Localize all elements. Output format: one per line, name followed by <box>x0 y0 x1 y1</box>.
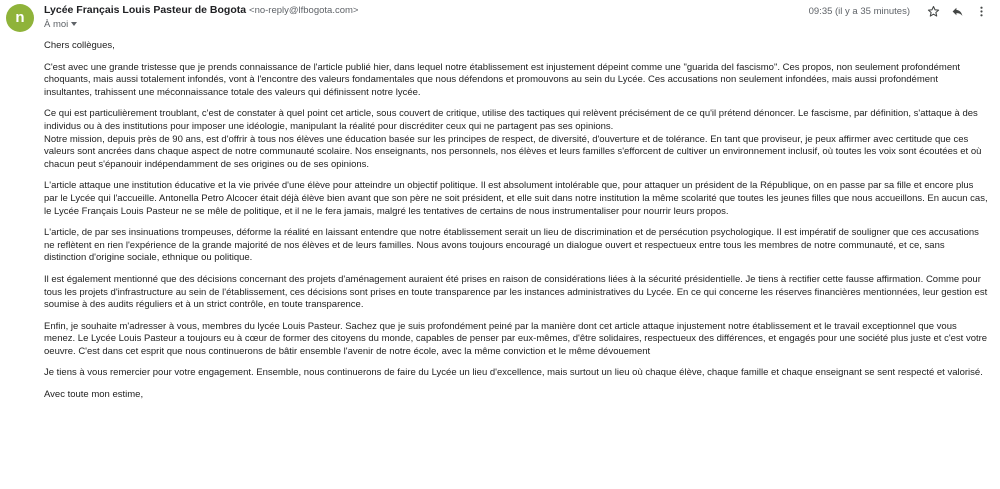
reply-button[interactable] <box>946 3 968 19</box>
greeting: Chers collègues, <box>44 40 115 51</box>
paragraph-line: Enfin, je souhaite m'adresser à vous, membres du lycée Louis Pasteur. Sachez que je suis profondément peiné par la manière dont cet article attaque injustement notre établissement et le travail exceptionnel que vous <box>44 320 957 332</box>
chevron-down-icon[interactable] <box>71 22 77 26</box>
more-vert-icon <box>975 5 988 18</box>
star-button[interactable] <box>922 3 944 19</box>
body-paragraph <box>44 274 994 312</box>
paragraph-line: soumise à des audits réguliers et à un strict contrôle, en toute transparence. <box>44 299 364 311</box>
sender-avatar[interactable]: n <box>6 4 34 32</box>
paragraph-line: le Lycée Français Louis Pasteur ne se mêle de politique, et il ne le fera jamais, malgré les tentatives de certains de nous instrumentaliser pour nourrir leurs propos. <box>44 205 729 217</box>
message-body <box>44 40 994 411</box>
paragraph-line: choquants, mais aussi totalement infondés, vont à l'encontre des valeurs fondamentales que nous défendons et promouvons au sein du Lycée. Ces accusations non seulement infondées, mais aussi profondément <box>44 74 938 86</box>
paragraph-line: C'est avec une grande tristesse que je prends connaissance de l'article publié hier, dans lequel notre établissement est injustement dépeint comme une "guarida del fascismo". Ces propos, non seulement profondément <box>44 61 961 73</box>
paragraph-line: Ce qui est particulièrement troublant, c'est de constater à quel point cet article, sous couvert de critique, utilise des tactiques qui relèvent précisément de ce qu'il prétend dénoncer. Le fascisme, par définition, s'attaque à des <box>44 108 978 120</box>
recipient-toggle[interactable] <box>44 19 77 30</box>
paragraph-line: individus ou à des institutions pour imposer une idéologie, manipulant la réalité pour discréditer ceux qui ne partagent pas ses opinions. <box>44 120 614 132</box>
paragraph-line: tous les projets d'infrastructure au sein de l'établissement, ces décisions sont prises en toute transparence par les instances administratives du Lycée. En ce qui concerne les réserves financières mentionnées, leur gestion est <box>44 286 988 298</box>
message-time: 09:35 (il y a 35 minutes) <box>808 5 910 17</box>
star-icon <box>927 5 940 18</box>
body-paragraph <box>44 108 994 171</box>
body-paragraph <box>44 321 994 359</box>
paragraph-line: ne reflètent en rien l'expérience de la grande majorité de nos élèves et de leurs familles. Nous avons toujours encouragé un dialogue ouvert et respectueux entre tous les membres de notre communauté, et ce, sans <box>44 239 945 251</box>
body-paragraph <box>44 227 994 265</box>
body-paragraph <box>44 180 994 218</box>
paragraph-line: insultantes, trahissent une méconnaissance totale des valeurs qui définissent notre lycée. <box>44 86 421 98</box>
paragraph-line: oeuvre. C'est dans cet esprit que nous continuerons de bâtir ensemble l'avenir de notre école, avec la même conviction et le même dévouement <box>44 345 651 357</box>
message-meta <box>809 3 992 19</box>
body-paragraph <box>44 367 994 380</box>
message-header <box>0 0 1000 36</box>
paragraph-line: valeurs sont ancrées dans chaque aspect de notre communauté scolaire. Nos enseignants, nos personnels, nos élèves et leurs familles s'efforcent de cultiver un environnement inclusif, où toutes les voix sont écoutées et où <box>44 146 982 158</box>
paragraph-line: menez. Le Lycée Louis Pasteur a toujours eu à cœur de former des citoyens du monde, capables de penser par eux-mêmes, d'être solidaires, respectueux des différences, et engagés pour une société plus juste et c'est votre <box>44 333 988 345</box>
reply-icon <box>951 5 964 18</box>
sender-name[interactable]: Lycée Français Louis Pasteur de Bogota <box>44 4 247 16</box>
sender-email: <no-reply@lfbogota.com> <box>249 5 359 16</box>
paragraph-line: L'article, de par ses insinuations trompeuses, déforme la réalité en laissant entendre que notre établissement serait un lieu de discrimination et de persécution psychologique. Il est impératif de souligner que ces accusations <box>44 227 979 239</box>
paragraph-line: Notre mission, depuis près de 90 ans, est d'offrir à tous nos élèves une éducation basée sur les principes de respect, de diversité, d'ouverture et de tolérance. En tant que proviseur, je peux affirmer avec certitude que ces <box>44 133 969 145</box>
paragraph-line: par le Lycée qui l'accueille. Antonella Petro Alcocer était déjà élève bien avant que son père ne soit président, et elle suit dans notre institution la même scolarité que toutes les jeunes filles que nous accueillons. En aucun cas, <box>44 192 988 204</box>
recipient-label: À moi <box>44 19 69 30</box>
paragraph-line: Il est également mentionné que des décisions concernant des projets d'aménagement auraient été prises en raison de considérations liées à la sécurité présidentielle. Je tiens à rectifier cette fausse affirmation. Comme pour <box>44 273 981 285</box>
body-paragraph <box>44 62 994 100</box>
more-options-button[interactable] <box>970 3 992 19</box>
paragraph-line: distinction d'origine sociale, ethnique ou politique. <box>44 252 253 264</box>
closing: Avec toute mon estime, <box>44 389 144 401</box>
paragraph-line: L'article attaque une institution éducative et la vie privée d'une élève pour atteindre un objectif politique. Il est absolument intolérable que, pour attaquer un président de la République, on en passe par sa fille et encore plus <box>44 180 974 192</box>
paragraph-line: Je tiens à vous remercier pour votre engagement. Ensemble, nous continuerons de faire du Lycée un lieu d'excellence, mais surtout un lieu où chaque élève, chaque famille et chaque enseignant se sent respecté et valorisé. <box>44 367 983 379</box>
sender-info <box>44 4 358 16</box>
paragraph-line: chacun peut s'épanouir indépendamment de ses origines ou de ses opinions. <box>44 158 370 170</box>
